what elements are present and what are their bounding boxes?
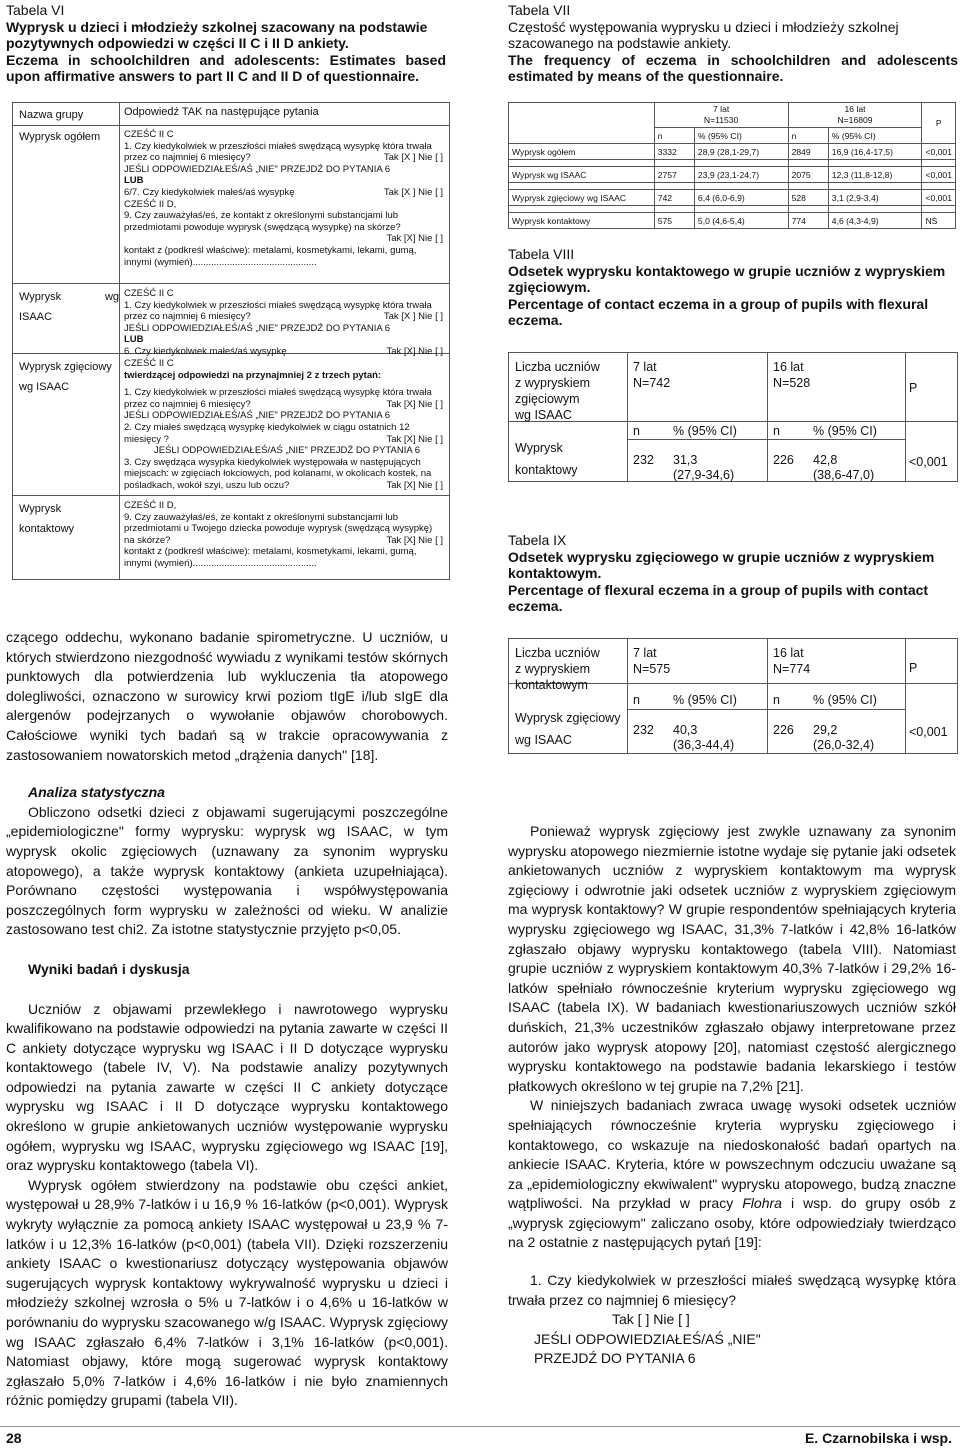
table7-title-pl: Częstość występowania wyprysku u dzieci i młodzieży szkolnej szacowanego na podstawie ankiety. — [508, 18, 899, 51]
table9-title-pl: Odsetek wyprysku zgięciowego w grupie uczniów z wypryskiem kontaktowym. — [508, 548, 935, 581]
table7-caption — [508, 2, 958, 85]
table7-title-en: The frequency of eczema in schoolchildren and adolescents estimated by means of the questionnaire. — [508, 51, 958, 84]
table6-caption — [6, 2, 446, 85]
paragraph: Uczniów z objawami przewlekłego i nawrotowego wyprysku kwalifikowano na podstawie odpowiedzi na pytania zawarte w części II C ankiety dotyczące wyprysku wg ISAAC i II D dotyczące wyprysku kontaktowego (tabele IV, V). Na podstawie analizy pozytywnych odpowiedzi na pytania zawarte w części II C ankiety dotyczące wyprysku wg ISAAC i II D dotyczące wyprysku kontaktowego określono w grupie ankietowanych uczniów występowanie wyprysku ogółem, wyprysku wg ISAAC, wyprysku zgięciowego wg ISAAC [19], oraz wyprysku kontaktowego (tabela VI). — [6, 1000, 448, 1174]
t6-row-contact: CZEŚĆ II D, 9. Czy zauważyłaś/eś, że kontakt z określonymi substancjami lub przedmiotami u Twojego dziecka powoduje wyprysk (swędzącą wysypkę) na skórze? Tak [X] Nie [ ] kontakt z (podkreśl właściwe): metalami, kosmetykami, lekami, gumą, innymi (wymień)............................................... — [124, 500, 443, 569]
table9: Liczba uczniów z wypryskiem kontaktowym 7 lat N=575 16 lat N=774 P n % (95% CI) n % (95% CI) Wyprysk zgięciowy wg ISAAC 232 40,3 (36,3-44,4) 226 29,2 (26,0-32,4) <0,001 — [508, 638, 958, 754]
table-row: Wyprysk ogółem 3332 28,9 (28,1-29,7) 2849 16,9 (16,4-17,5) <0,001 — [509, 144, 956, 160]
table6-number: Tabela VI — [6, 2, 65, 18]
table-row: Wyprysk zgięciowy wg ISAAC 742 6,4 (6,0-6,9) 528 3,1 (2,9-3,4) <0,001 — [509, 190, 956, 206]
question: 1. Czy kiedykolwiek w przeszłości miałeś swędzącą wysypkę która trwała przez co najmniej 6 miesięcy? — [508, 1272, 956, 1308]
table-row: Wyprysk kontaktowy 575 5,0 (4,6-5,4) 774 4,6 (4,3-4,9) NS — [509, 213, 956, 229]
table8-caption — [508, 246, 958, 329]
table8-title-pl: Odsetek wyprysku kontaktowego w grupie uczniów z wypryskiem zgięciowym. — [508, 262, 946, 295]
paragraph: W niniejszych badaniach zwraca uwagę wysoki odsetek uczniów spełniających równocześnie kryteria wyprysku zgięciowego i kontaktowego, co wskazuje na niedoskonałość badań opartych na ankiecie ISAAC. Kryteria, które w powszechnym odczuciu uważane są za „epidemiologiczny ekwiwalent" wyprysku atopowego, budzą znaczne wątpliwości. Na przykład w pracy Flohra i wsp. do grupy osób z „wyprysk zgięciowym" zaliczano osoby, które odpowiedziały twierdząco na 2 ostatnie z następujących pytań [19]: — [508, 1097, 957, 1251]
t6-group-contact: Wyprysk — [19, 503, 62, 515]
table7: 7 lat N=11530 16 lat N=16809 P n % (95% CI) n % (95% CI) Wyprysk ogółem 3332 28,9 (28,1-29,7) 2849 16,9 (16,4-17,5) <0,001 Wyprysk wg ISAAC 2757 23,9 (23,1-24,7) 2075 12,3 (11,8-12,8) <0,001 Wyprysk zgięciowy wg ISAAC 742 6,4 (6,0-6,9) 528 3,1 (2,9-3,4) <0,001 Wyprysk kontaktowy 575 5,0 (4,6-5,4) 774 4,6 (4,3-4,9) NS — [508, 102, 956, 229]
t6-group-total: Wyprysk ogółem — [19, 131, 101, 143]
question-answer: Tak [ ] Nie [ ] — [612, 1311, 690, 1328]
table9-number: Tabela IX — [508, 532, 567, 548]
t6-row-total: CZEŚĆ II C 1. Czy kiedykolwiek w przeszłości miałeś swędzącą wysypkę która trwała przez co najmniej 6 miesięcy? Tak [X ] Nie [ ] JEŚLI ODPOWIEDZIAŁEŚ/AŚ „NIE" PRZEJDŹ DO PYTANIA 6 LUB 6/7. Czy kiedykolwiek małeś/aś wysypkę Tak [X ] Nie [ ] CZEŚĆ II D, 9. Czy zauważyłaś/eś, że kontakt z określonymi substancjami lub przedmiotami powoduje wyprysk (swędzącą wysypkę) na skórze? Tak [X] Nie [ ] kontakt z (podkreśl właściwe): metalami, kosmetykami, lekami, gumą, innymi (wymień)............................................... — [124, 129, 443, 268]
t6-group-isaac: Wyprysk wg — [19, 291, 119, 303]
paragraph: czącego oddechu, wykonano badanie spirometryczne. U uczniów, u których stwierdzono niezgodność wywiadu z wynikami testów skórnych punktowych dla potwierdzenia lub wykluczenia tła atopowego dolegliwości, oznaczono w surowicy krwi poziom tIgE i/lub sIgE dla alergenów podejrzanych o wywołanie objawów chorobowych. Całościowe wyniki tych badań są w trakcie opracowywania z zastosowaniem nowatorskich metod „drążenia danych" [18]. — [6, 629, 448, 763]
running-authors: E. Czarnobilska i wsp. — [804, 1430, 952, 1446]
table7-number: Tabela VII — [508, 2, 571, 18]
paragraph: Obliczono odsetki dzieci z objawami sugerującymi poszczególne „epidemiologiczne" formy wyprysku: wyprysk wg ISAAC, w tym wyprysk okolic zgięciowych (uznawany za synonim wyprysku atopowego), a także wyprysk kontaktowy (ankieta uzupełniająca). Porównano częstości występowania i współwystępowania poszczególnych form wyprysku w zależności od wieku. W analizie zastosowano test chi2. Za istotne statystycznie przyjęto p<0,05. — [6, 803, 448, 938]
left-column-text — [6, 628, 448, 1411]
t6-header-answer: Odpowiedź TAK na następujące pytania — [124, 106, 319, 118]
heading-statistics: Analiza statystyczna — [28, 784, 165, 801]
table8-number: Tabela VIII — [508, 246, 575, 262]
table6-title-en: Eczema in schoolchildren and adolescents: Estimates based upon affirmative answers to part II C and II D of questionnaire. — [6, 51, 446, 84]
table-row: Wyprysk wg ISAAC 2757 23,9 (23,1-24,7) 2075 12,3 (11,8-12,8) <0,001 — [509, 167, 956, 183]
table9-title-en: Percentage of flexural eczema in a group of pupils with contact eczema. — [508, 581, 929, 614]
t6-header-group: Nazwa grupy — [19, 109, 84, 121]
heading-results: Wyniki badań i dyskusja — [28, 960, 190, 977]
t6-group-flexural: Wyprysk zgięciowy — [19, 361, 112, 373]
t6-row-flexural: CZEŚĆ II C twierdzącej odpowiedzi na przynajmniej 2 z trzech pytań: 1. Czy kiedykolwiek w przeszłości miałeś swędzącą wysypkę która trwała przez co najmniej 6 miesięcy? Tak [X] Nie [ ] JEŚLI ODPOWIEDZIAŁEŚ/AŚ „NIE" PRZEJDŹ DO PYTANIA 6 2. Czy miałeś swędzącą wysypkę kiedykolwiek w ciągu ostatnich 12 miesięcy ? Tak [X] Nie [ ] JEŚLI ODPOWIEDZIAŁEŚ/AŚ „NIE" PRZEJDŹ DO PYTANIA 6 3. Czy swędząca wysypka kiedykolwiek występowała w następujących miejscach: w zgięciach łokciowych, pod kolanami, w okolicach kostek, na pośladkach, wokół szyi, uszu lub oczu? Tak [X] Nie [ ] — [124, 358, 443, 491]
paragraph: Wyprysk ogółem stwierdzony na podstawie obu części ankiet, występował u 28,9% 7-latków i u 16,9 % 16-latków (p<0,001). Wyprysk wykryty wyłącznie za pomocą ankiety ISAAC występował u 23,9 % 7-latków i u 12,3% 16-latków (p<0,001) (tabela VII). Dzięki rozszerzeniu ankiety ISAAC o kwestionariusz dotyczący występowania objawów sugerujących wyprysk kontaktowy wykrywalność wyprysku u dzieci i młodzieży szkolnej wzrosła o 5% u 7-latków i o 4,6% u 16-latków w porównaniu do wyprysku szacowanego w/g ISAAC. Wyprysk zgięciowy wg ISAAC zgłaszało 6,4% 7-latków i 3,1% 16-latków (p<0,001). Natomiast objawy, które mogą sugerować wyprysk kontaktowy zgłaszało 5,0% 7-latków i 4,6% 16-latków i nie było znamiennych różnic pomiędzy grupami (tabela VII). — [6, 1176, 448, 1409]
paragraph: Ponieważ wyprysk zgięciowy jest zwykle uznawany za synonim wyprysku atopowego niezmiernie istotne wydaje się pytanie jaki odsetek ankietowanych uczniów z wypryskiem kontaktowym ma wyprysk zgięciowy i odwrotnie jaki odsetek uczniów z wypryskiem zgięciowym ma wyprysk kontaktowy? W grupie respondentów spełniających kryteria wyprysku zgięciowego wg ISAAC, 31,3% 7-latków i 42,8% 16-latków zgłaszało objawy wyprysku kontaktowego (tabela VIII). Natomiast grupie uczniów z wypryskiem kontaktowym 40,3% 7-latków i 29,2% 16-latków spełniało równocześnie kryterium wyprysku zgięciowego wg ISAAC (tabela IX). W badaniach kwestionariuszowych uczniów szkół duńskich, 21,3% uczestników zgłaszało objawy interpretowane przez autorów jako wyprysk atopowy [20], natomiast częstość alergicznego wyprysku kontaktowego na podstawie badania lekarskiego i testów płatkowych określono w tej grupie na 7,2% [21]. — [508, 823, 956, 1094]
right-column-text: Ponieważ wyprysk zgięciowy jest zwykle uznawany za synonim wyprysku atopowego niezmiernie istotne wydaje się pytanie jaki odsetek ankietowanych uczniów z wypryskiem kontaktowym ma wyprysk zgięciowy i odwrotnie jaki odsetek uczniów z wypryskiem zgięciowym ma wyprysk kontaktowy? W grupie respondentów spełniających kryteria wyprysku zgięciowego wg ISAAC, 31,3% 7-latków i 42,8% 16-latków zgłaszało objawy wyprysku kontaktowego (tabela VIII). Natomiast grupie uczniów z wypryskiem kontaktowym 40,3% 7-latków i 29,2% 16-latków spełniało równocześnie kryterium wyprysku zgięciowego wg ISAAC (tabela IX). W badaniach kwestionariuszowych uczniów szkół duńskich, 21,3% uczestników zgłaszało objawy interpretowane przez autorów jako wyprysk atopowy [20], natomiast częstość alergicznego wyprysku kontaktowego na podstawie badania lekarskiego i testów płatkowych określono w tej grupie na 7,2% [21]. W niniejszych badaniach zwraca uwagę wysoki odsetek uczniów spełniających równocześnie kryteria wyprysku zgięciowego i kontaktowego, co wskazuje na niedoskonałość badań opartych na ankiecie ISAAC. Kryteria, które w powszechnym odczuciu uważane są za „epidemiologiczny ekwiwalent" wyprysku atopowego, budzą znaczne wątpliwości. Na przykład w pracy Flohra i wsp. do grupy osób z „wyprysk zgięciowym" zaliczano osoby, które odpowiedziały twierdząco na 2 ostatnie z następujących pytań [19]: 1. Czy kiedykolwiek w przeszłości miałeś swędzącą wysypkę która trwała przez co najmniej 6 miesięcy? Tak [ ] Nie [ ] JEŚLI ODPOWIEDZIAŁEŚ/AŚ „NIE" PRZEJDŹ DO PYTANIA 6 — [508, 823, 957, 1367]
table8-title-en: Percentage of contact eczema in a group of pupils with flexural eczema. — [508, 295, 929, 328]
t6-row-isaac: CZEŚĆ II C 1. Czy kiedykolwiek w przeszłości miałeś swędzącą wysypkę która trwała przez co najmniej 6 miesięcy? Tak [X ] Nie [ ] JEŚLI ODPOWIEDZIAŁEŚ/AŚ „NIE" PRZEJDŹ DO PYTANIA 6 LUB 6. Czy kiedykolwiek małeś/aś wysypkę Tak [X] Nie [ ] — [124, 288, 443, 357]
page-number: 28 — [6, 1430, 22, 1446]
table9-caption — [508, 532, 958, 615]
table8: Liczba uczniów z wypryskiem zgięciowym wg ISAAC 7 lat N=742 16 lat N=528 P n % (95% CI) n % (95% CI) Wyprysk kontaktowy 232 31,3 (27,9-34,6) 226 42,8 (38,6-47,0) <0,001 — [508, 352, 958, 482]
table6: Nazwa grupy Odpowiedź TAK na następujące pytania Wyprysk ogółem CZEŚĆ II C 1. Czy kiedykolwiek w przeszłości miałeś swędzącą wysypkę która trwała przez co najmniej 6 miesięcy? Tak [X ] Nie [ ] JEŚLI ODPOWIEDZIAŁEŚ/AŚ „NIE" PRZEJDŹ DO PYTANIA 6 LUB 6/7. Czy kiedykolwiek małeś/aś wysypkę Tak [X ] Nie [ ] CZEŚĆ II D, 9. Czy zauważyłaś/eś, że kontakt z określonymi substancjami lub przedmiotami powoduje wyprysk (swędzącą wysypkę) na skórze? Tak [X] Nie [ ] kontakt z (podkreśl właściwe): metalami, kosmetykami, lekami, gumą, innymi (wymień)............................................... Wyprysk wg ISAAC CZEŚĆ II C 1. Czy kiedykolwiek w przeszłości miałeś swędzącą wysypkę która trwała przez co najmniej 6 miesięcy? Tak [X ] Nie [ ] JEŚLI ODPOWIEDZIAŁEŚ/AŚ „NIE" PRZEJDŹ DO PYTANIA 6 LUB 6. Czy kiedykolwiek małeś/aś wysypkę Tak [X] Nie [ ] Wyprysk zgięciowy wg ISAAC CZEŚĆ II C twierdzącej odpowiedzi na przynajmniej 2 z trzech pytań: 1. Czy kiedykolwiek w przeszłości miałeś swędzącą wysypkę która trwała przez co najmniej 6 miesięcy? Tak [X] Nie [ ] JEŚLI ODPOWIEDZIAŁEŚ/AŚ „NIE" PRZEJDŹ DO PYTANIA 6 2. Czy miałeś swędzącą wysypkę kiedykolwiek w ciągu ostatnich 12 miesięcy ? Tak [X] Nie [ ] JEŚLI ODPOWIEDZIAŁEŚ/AŚ „NIE" PRZEJDŹ DO PYTANIA 6 3. Czy swędząca wysypka kiedykolwiek występowała w następujących miejscach: w zgięciach łokciowych, pod kolanami, w okolicach kostek, na pośladkach, wokół szyi, uszu lub oczu? Tak [X] Nie [ ] Wyprysk kontaktowy CZEŚĆ II D, 9. Czy zauważyłaś/eś, że kontakt z określonymi substancjami lub przedmiotami u Twojego dziecka powoduje wyprysk (swędzącą wysypkę) na skórze? Tak [X] Nie [ ] kontakt z (podkreśl właściwe): metalami, kosmetykami, lekami, gumą, innymi (wymień)............................................... — [12, 102, 450, 580]
table6-title-pl: Wyprysk u dzieci i młodzieży szkolnej szacowany na podstawie pozytywnych odpowiedzi w części II C i II D ankiety. — [6, 18, 428, 51]
